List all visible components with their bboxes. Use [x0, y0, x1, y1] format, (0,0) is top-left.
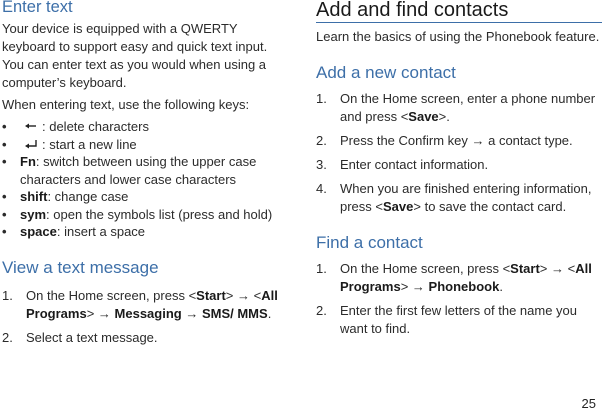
key-list: [2, 118, 288, 241]
title-divider: [316, 22, 602, 23]
view-message-heading: View a text message: [2, 257, 159, 277]
key-desc: : switch between using the upper case characters and lower case characters: [20, 154, 257, 187]
key-desc: : change case: [47, 189, 129, 204]
enter-text-heading: Enter text: [2, 0, 73, 16]
add-contact-heading: Add a new contact: [316, 63, 456, 82]
list-item: 2. Enter the first few letters of the name you want to find.: [316, 303, 578, 336]
list-item: 4. When you are finished entering information, press <Save> to save the contact card.: [316, 181, 592, 214]
list-item: • : start a new line: [2, 136, 137, 152]
backspace-arrow-icon: [20, 120, 42, 132]
key-term: shift: [20, 189, 48, 204]
list-item: 3. Enter contact information.: [316, 157, 489, 172]
enter-return-icon: [20, 138, 42, 150]
left-column: [2, 0, 288, 347]
list-item: • shift: change case: [2, 189, 129, 204]
list-item: 2. Select a text message.: [2, 329, 158, 345]
list-item: 1. On the Home screen, press <Start> → <All Programs> → Phonebook.: [316, 261, 592, 294]
key-desc: : open the symbols list (press and hold): [46, 206, 273, 222]
key-desc: : delete characters: [42, 119, 149, 134]
list-item: 1. On the Home screen, enter a phone number and press <Save>.: [316, 91, 596, 124]
view-message-steps: [2, 287, 288, 347]
enter-text-intro: Your device is equipped with a QWERTY keyboard to support easy and quick text input. You can enter text as you would when using a computer’s keyboard.: [2, 21, 268, 90]
right-column: [316, 0, 602, 338]
key-desc: : insert a space: [56, 224, 146, 239]
find-contact-steps: [316, 260, 602, 338]
list-item: • sym: open the symbols list (press and hold): [2, 206, 273, 222]
list-item: 2. Press the Confirm key → a contact type.: [316, 133, 573, 148]
list-item: • : delete characters: [2, 119, 149, 134]
list-item: • space: insert a space: [2, 224, 146, 239]
find-contact-heading: Find a contact: [316, 233, 423, 252]
key-term: Fn: [20, 154, 36, 169]
contacts-intro: Learn the basics of using the Phonebook feature.: [316, 29, 600, 44]
key-term: sym: [20, 206, 47, 222]
enter-text-lead: When entering text, use the following keys:: [2, 97, 250, 112]
key-desc: : start a new line: [42, 136, 137, 152]
add-contact-steps: [316, 90, 602, 216]
page-number: 25: [581, 396, 596, 411]
page-title: Add and find contacts: [316, 0, 509, 21]
list-item: 1. On the Home screen, press <Start> → <All Programs> → Messaging → SMS/ MMS.: [2, 287, 278, 321]
key-term: space: [20, 224, 57, 239]
list-item: • Fn: switch between using the upper case characters and lower case characters: [2, 154, 257, 187]
